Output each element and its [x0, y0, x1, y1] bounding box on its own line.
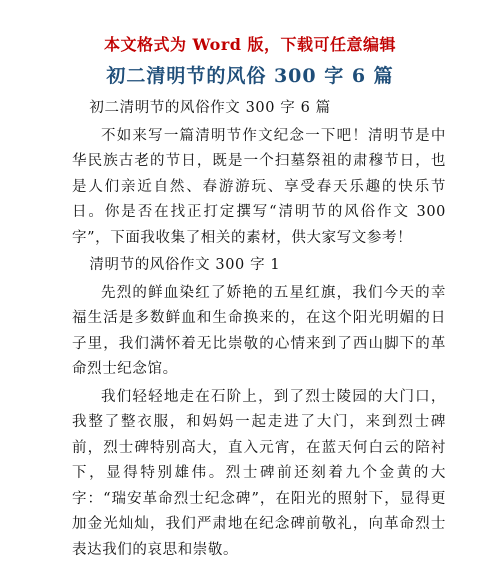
document-body — [72, 96, 446, 565]
body-paragraph: 先烈的鲜血染红了娇艳的五星红旗，我们今天的幸福生活是多数鲜血和生命换来的，在这个阳光明媚的日子里，我们满怀着无比崇敬的心情来到了西山脚下的革命烈士纪念馆。 — [72, 284, 446, 377]
body-paragraph: 我们轻轻地走在石阶上，到了烈士陵园的大门口，我整了整衣服，和妈妈一起走进了大门，来到烈士碑前，烈士碑特别高大，直入元宵，在蓝天何白云的陪衬下，显得特别雄伟。烈士碑前还刻着九个金黄的大字：“瑞安革命烈士纪念碑”，在阳光的照射下，显得更加金光灿灿，我们严肃地在纪念碑前敬礼，向革命烈士表达我们的哀思和崇敬。 — [72, 388, 446, 558]
intro-paragraph: 不如来写一篇清明节作文纪念一下吧！清明节是中华民族古老的节日，既是一个扫墓祭祖的肃穆节日，也是人们亲近自然、春游游玩、享受春天乐趣的快乐节日。你是否在找正打定撰写“清明节的风俗作文 300 字”，下面我收集了相关的素材，供大家写文参考！ — [72, 127, 446, 246]
edit-notice-banner: 本文格式为 Word 版，下载可任意编辑 — [103, 35, 397, 54]
document-title: 初二清明节的风俗 300 字 6 篇 — [106, 65, 394, 87]
section-heading: 清明节的风俗作文 300 字 1 — [89, 257, 281, 273]
subtitle-line: 初二清明节的风俗作文 300 字 6 篇 — [89, 100, 331, 116]
